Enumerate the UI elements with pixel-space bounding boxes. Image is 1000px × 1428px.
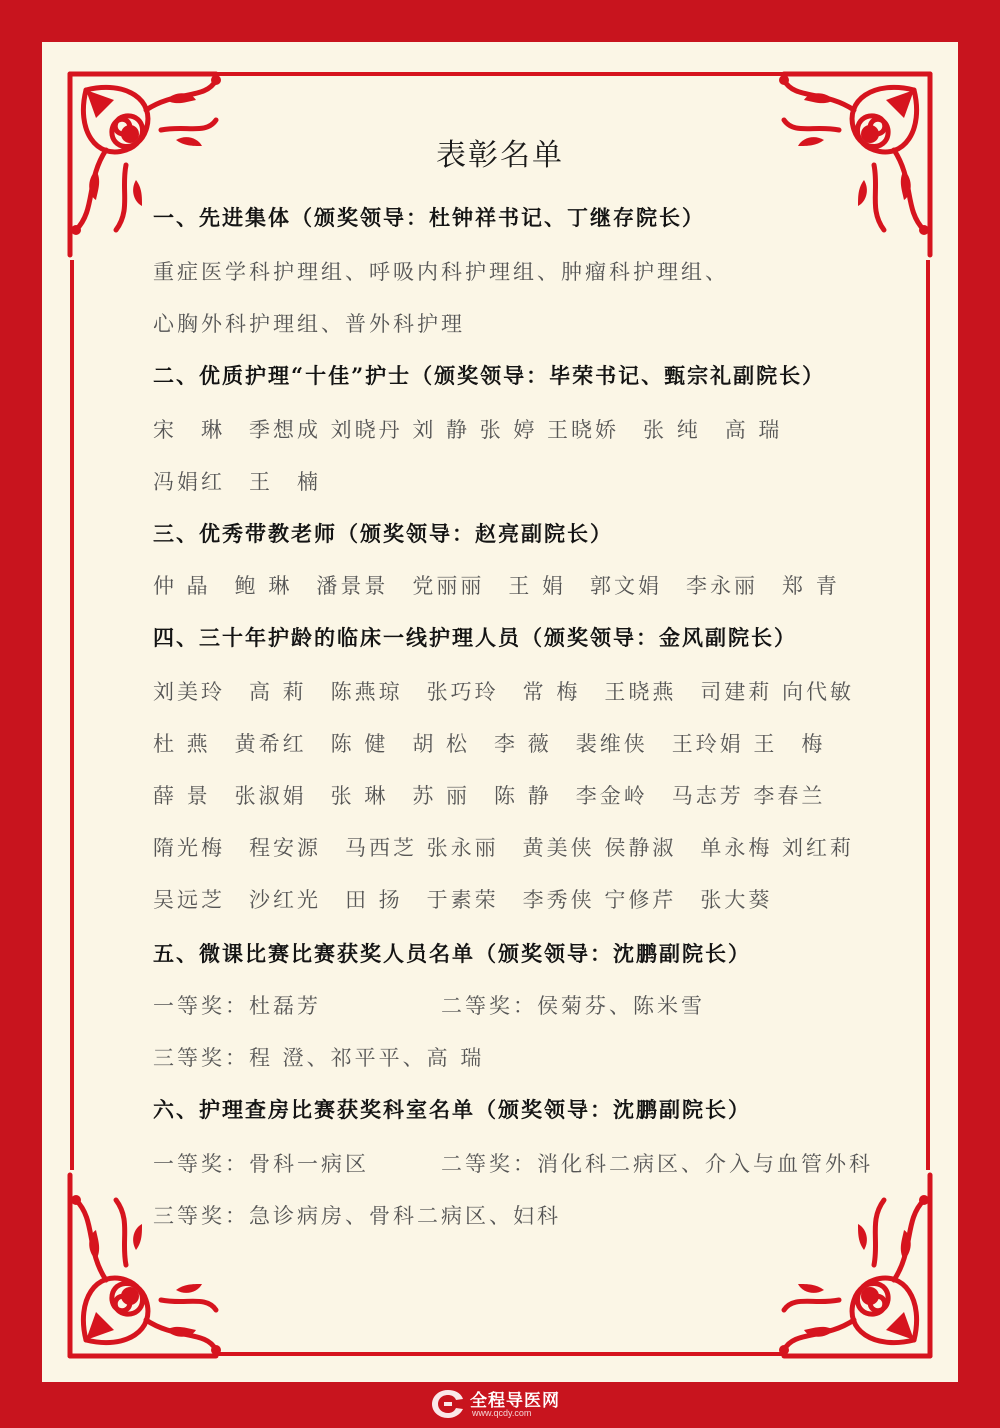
site-logo-icon <box>430 1388 466 1420</box>
section-heading-2: 二、优质护理“十佳”护士（颁奖领导：毕荣书记、甄宗礼副院长） <box>153 363 826 388</box>
section-heading-1: 一、先进集体（颁奖领导：杜钟祥书记、丁继存院长） <box>153 205 705 230</box>
section-heading-4: 四、三十年护龄的临床一线护理人员（颁奖领导：金风副院长） <box>153 625 797 650</box>
site-name: 全程导医网 <box>470 1391 560 1410</box>
section-heading-5: 五、微课比赛比赛获奖人员名单（颁奖领导：沈鹏副院长） <box>153 941 751 966</box>
section-4-line-3: 薛 景 张淑娟 张 琳 苏 丽 陈 静 李金岭 马志芳 李春兰 <box>153 784 826 808</box>
section-4-line-1: 刘美玲 高 莉 陈燕琼 张巧玲 常 梅 王晓燕 司建莉 向代敏 <box>153 680 855 704</box>
inner-border-right <box>926 260 930 1170</box>
section-heading-3: 三、优秀带教老师（颁奖领导：赵亮副院长） <box>153 521 613 546</box>
section-heading-6: 六、护理查房比赛获奖科室名单（颁奖领导：沈鹏副院长） <box>153 1097 751 1122</box>
section-6-line-1: 一等奖：骨科一病区 二等奖：消化科二病区、介入与血管外科 <box>153 1152 873 1176</box>
inner-border-left <box>70 260 74 1170</box>
corner-ornament-icon <box>764 1170 934 1360</box>
section-5-line-2: 三等奖：程 澄、祁平平、高 瑞 <box>153 1046 485 1070</box>
section-2-line-2: 冯娟红 王 楠 <box>153 470 321 494</box>
inner-border-bottom <box>215 1352 785 1356</box>
section-5-line-1: 一等奖：杜磊芳 二等奖：侯菊芬、陈米雪 <box>153 994 705 1018</box>
section-1-line-1: 重症医学科护理组、呼吸内科护理组、肿瘤科护理组、 <box>153 260 729 284</box>
site-url: www.qcdy.com <box>472 1408 532 1418</box>
section-4-line-4: 隋光梅 程安源 马西芝 张永丽 黄美侠 侯静淑 单永梅 刘红莉 <box>153 836 855 860</box>
corner-ornament-icon <box>66 1170 236 1360</box>
section-1-line-2: 心胸外科护理组、普外科护理 <box>153 312 465 336</box>
section-3-line-1: 仲 晶 鲍 琳 潘景景 党丽丽 王 娟 郭文娟 李永丽 郑 青 <box>153 574 840 598</box>
inner-border-top <box>215 72 785 76</box>
site-watermark <box>430 1386 590 1422</box>
section-4-line-5: 吴远芝 沙红光 田 扬 于素荣 李秀侠 宁修芹 张大葵 <box>153 888 773 912</box>
section-6-line-2: 三等奖：急诊病房、骨科二病区、妇科 <box>153 1204 561 1228</box>
page-title: 表彰名单 <box>436 138 564 173</box>
section-2-line-1: 宋 琳 季想成 刘晓丹 刘 静 张 婷 王晓娇 张 纯 高 瑞 <box>153 418 783 442</box>
section-4-line-2: 杜 燕 黄希红 陈 健 胡 松 李 薇 裴维侠 王玲娟 王 梅 <box>153 732 826 756</box>
